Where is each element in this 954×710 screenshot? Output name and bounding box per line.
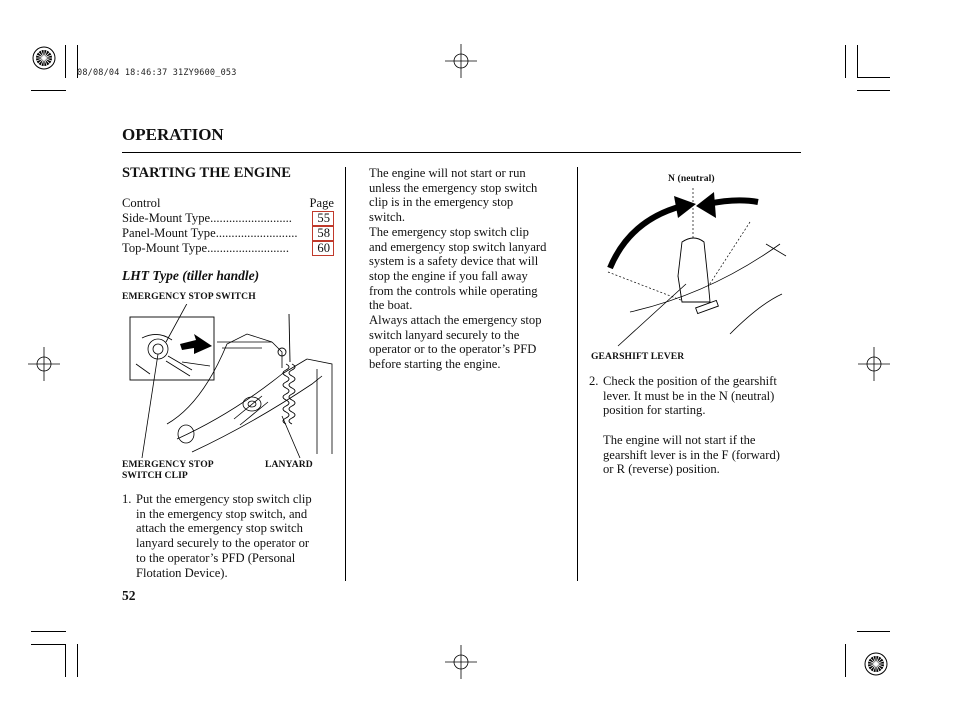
page-link[interactable]: 58 bbox=[312, 226, 334, 241]
table-row bbox=[122, 226, 334, 241]
emergency-stop-switch-clip-label: EMERGENCY STOP SWITCH CLIP bbox=[122, 459, 214, 481]
step-line: lever. It must be in the N (neutral) bbox=[603, 388, 775, 403]
text-line: switch lanyard securely to the bbox=[369, 327, 520, 342]
header-rule bbox=[122, 152, 801, 153]
step-number: 2. bbox=[589, 374, 599, 388]
crosshair-target-icon bbox=[28, 347, 60, 381]
column-header-control: Control bbox=[122, 196, 161, 210]
step-2 bbox=[589, 374, 801, 477]
text-line: The engine will not start or run bbox=[369, 166, 526, 180]
step-1 bbox=[122, 492, 344, 580]
gearshift-illustration bbox=[590, 184, 802, 350]
page-number: 52 bbox=[122, 588, 136, 603]
print-stamp: 08/08/04 18:46:37 31ZY9600_053 bbox=[77, 68, 237, 78]
text-line: from the controls while operating bbox=[369, 283, 538, 298]
leader-dots: .......................... bbox=[210, 211, 292, 225]
crosshair-target-icon bbox=[445, 645, 477, 679]
text-line: system is a safety device that will bbox=[369, 254, 539, 269]
note-line: The engine will not start if the bbox=[603, 432, 756, 447]
neutral-label: N (neutral) bbox=[668, 173, 715, 184]
text-line: the boat. bbox=[369, 298, 413, 313]
text-line: switch. bbox=[369, 210, 406, 225]
leader-dots: .......................... bbox=[207, 241, 289, 255]
control-page-table bbox=[122, 196, 334, 256]
lht-type-title: LHT Type (tiller handle) bbox=[122, 268, 260, 283]
step-number: 1. bbox=[122, 492, 132, 506]
column-header-page: Page bbox=[309, 196, 334, 210]
text-line: unless the emergency stop switch bbox=[369, 180, 538, 195]
row-label: Panel-Mount Type bbox=[122, 226, 216, 240]
table-row bbox=[122, 211, 334, 226]
crosshair-target-icon bbox=[445, 44, 477, 78]
step-line: in the emergency stop switch, and bbox=[136, 506, 308, 521]
step-line: to the operator’s PFD (Personal bbox=[136, 550, 296, 565]
note-line: gearshift lever is in the F (forward) bbox=[603, 447, 780, 462]
step-line: Check the position of the gearshift bbox=[603, 374, 777, 388]
text-line: Always attach the emergency stop bbox=[369, 313, 542, 328]
text-line: and emergency stop switch lanyard bbox=[369, 239, 547, 254]
column-divider bbox=[577, 167, 578, 581]
crosshair-target-icon bbox=[858, 347, 890, 381]
table-header bbox=[122, 196, 334, 211]
page-link[interactable]: 55 bbox=[312, 211, 334, 226]
section-heading: OPERATION bbox=[122, 125, 224, 144]
emergency-stop-switch-label: EMERGENCY STOP SWITCH bbox=[122, 291, 256, 302]
row-label: Top-Mount Type bbox=[122, 241, 208, 255]
step-line: Flotation Device). bbox=[136, 565, 228, 580]
text-line: operator or to the operator’s PFD bbox=[369, 342, 537, 357]
step-line: attach the emergency stop switch bbox=[136, 521, 303, 536]
tiller-handle-illustration bbox=[122, 304, 337, 460]
subheading: STARTING THE ENGINE bbox=[122, 165, 291, 181]
note-line: or R (reverse) position. bbox=[603, 462, 720, 477]
lanyard-label: LANYARD bbox=[265, 459, 313, 470]
table-row bbox=[122, 241, 334, 256]
text-line: stop the engine if you fall away bbox=[369, 268, 528, 283]
column-divider bbox=[345, 167, 346, 581]
text-line: clip is in the emergency stop bbox=[369, 195, 514, 210]
text-line: before starting the engine. bbox=[369, 357, 501, 372]
step-line: lanyard securely to the operator or bbox=[136, 536, 310, 551]
starburst-target-icon bbox=[865, 653, 887, 675]
row-label: Side-Mount Type bbox=[122, 211, 211, 225]
text-line: The emergency stop switch clip bbox=[369, 224, 529, 239]
middle-paragraph bbox=[369, 166, 574, 372]
gearshift-lever-label: GEARSHIFT LEVER bbox=[591, 351, 685, 362]
step-line: position for starting. bbox=[603, 403, 706, 418]
starburst-target-icon bbox=[33, 47, 55, 69]
leader-dots: .......................... bbox=[215, 226, 298, 240]
step-line: Put the emergency stop switch clip bbox=[136, 492, 312, 506]
page-link[interactable]: 60 bbox=[312, 241, 334, 256]
